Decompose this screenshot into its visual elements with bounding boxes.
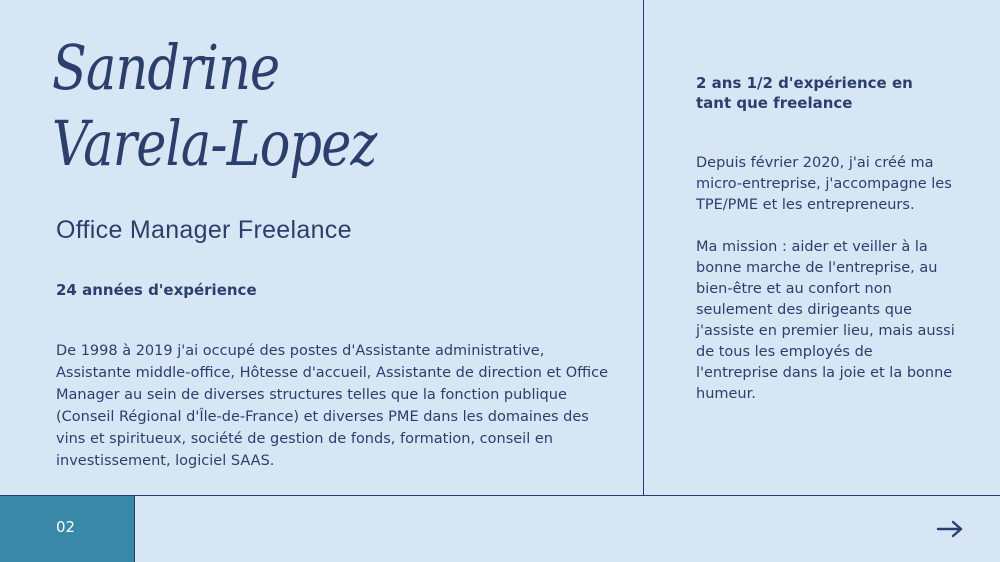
page-number-box xyxy=(0,496,135,562)
experience-heading: 24 années d'expérience xyxy=(56,281,257,299)
horizontal-divider xyxy=(0,495,1000,496)
vertical-divider xyxy=(643,0,644,495)
freelance-paragraph-1: Depuis février 2020, j'ai créé ma micro-entreprise, j'accompagne les TPE/PME et les entrepreneurs. xyxy=(696,155,952,213)
page-number: 02 xyxy=(56,518,76,536)
job-title: Office Manager Freelance xyxy=(56,216,352,244)
freelance-heading: 2 ans 1/2 d'expérience en tant que freelance xyxy=(696,74,913,112)
arrow-right-icon[interactable] xyxy=(936,519,964,539)
name-first: Sandrine xyxy=(52,31,280,104)
freelance-paragraph-2: Ma mission : aider et veiller à la bonne marche de l'entreprise, au bien-être et au confort non seulement des dirigeants que j'assiste en premier lieu, mais aussi de tous les employés de l'entreprise dans la joie et la bonne humeur. xyxy=(696,239,955,402)
freelance-body xyxy=(696,153,956,405)
name-last: Varela-Lopez xyxy=(52,107,377,180)
experience-body: De 1998 à 2019 j'ai occupé des postes d'Assistante administrative, Assistante middle-office, Hôtesse d'accueil, Assistante de direction et Office Manager au sein de diverses structures telles que la fonction publique (Conseil Régional d'Île-de-France) et diverses PME dans les domaines des vins et spiritueux, société de gestion de fonds, formation, conseil en investissement, logiciel SAAS. xyxy=(56,343,609,469)
name-title xyxy=(52,30,511,182)
